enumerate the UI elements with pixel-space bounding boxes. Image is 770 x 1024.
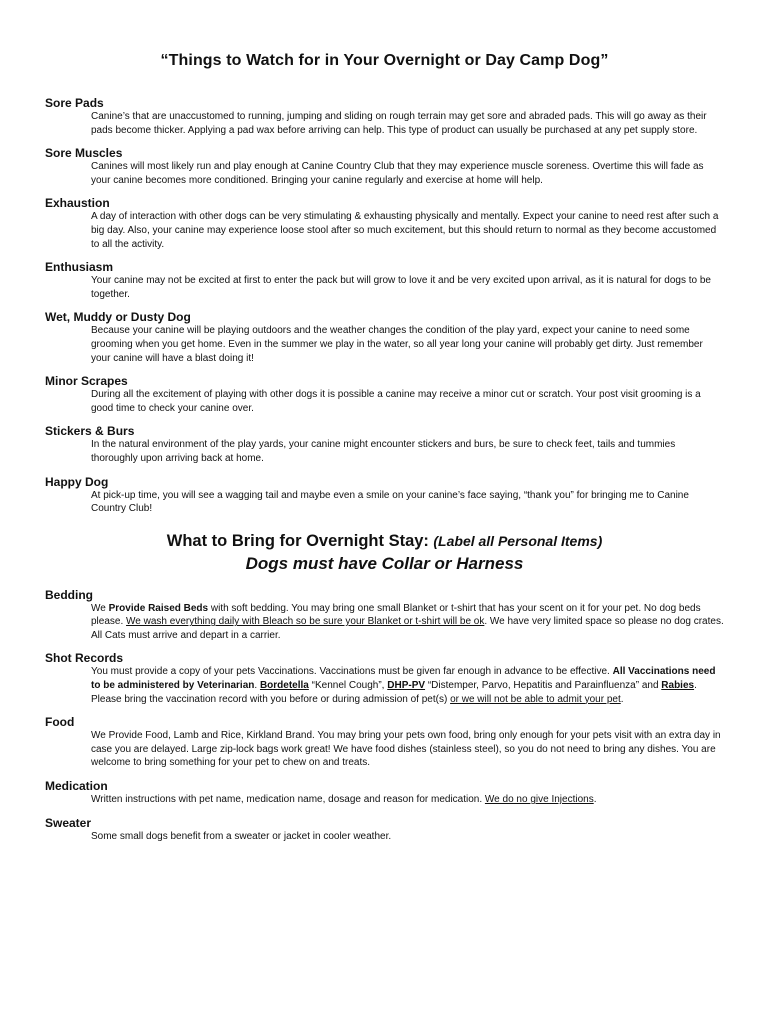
- page-title: “Things to Watch for in Your Overnight or Day Camp Dog”: [160, 52, 609, 69]
- bring-section-title: [45, 531, 724, 552]
- bring-title: What to Bring for Overnight Stay:: [166, 531, 429, 550]
- section-body: Canine’s that are unaccustomed to running, jumping and sliding on rough terrain may get sore and abraded pads. This will go away as their pads become thicker. Applying a pad wax before arriving can help. This type of product can usually be purchased at any pet supply store.: [91, 111, 707, 136]
- vaccine-bordetella: Bordetella: [259, 680, 309, 692]
- section-sore-pads: [45, 96, 724, 137]
- section-body: Your canine may not be excited at first to enter the pack but will grow to love it and be very excited upon arrival, as it is natural for dogs to be together.: [91, 275, 711, 300]
- section-body: At pick-up time, you will see a wagging tail and maybe even a smile on your canine’s face saying, “thank you” for bringing me to Canine Country Club!: [91, 489, 689, 515]
- body-underlined-text: or we will not be able to admit your pet: [450, 693, 621, 705]
- body-text: “Distemper, Parvo, Hepatitis and Parainfluenza” and: [425, 680, 662, 692]
- body-text: . We have very limited space so please no dog crates. All Cats must arrive and depart in a carrier.: [91, 616, 724, 641]
- section-heading: Shot Records: [45, 651, 124, 666]
- body-underlined-text: We do no give Injections: [484, 794, 594, 806]
- section-enthusiasm: [45, 260, 724, 301]
- body-text: “Kennel Cough”,: [308, 680, 388, 692]
- section-stickers-burs: [45, 424, 724, 465]
- bring-title-note: (Label all Personal Items): [433, 532, 603, 549]
- section-happy-dog: [45, 475, 724, 516]
- section-shot-records: [45, 651, 724, 706]
- section-body: Because your canine will be playing outdoors and the weather changes the condition of the play yard, expect your canine to need some grooming when you get home. Even in the summer we play in the water, so all year long your canine will probably get dirty. Just remember your canine will have a blast doing it!: [91, 325, 703, 364]
- section-heading: Enthusiasm: [45, 260, 114, 275]
- section-body: During all the excitement of playing with other dogs it is possible a canine may receive a minor cut or scratch. Your post visit grooming is a good time to check your canine over.: [91, 389, 701, 414]
- section-heading: Food: [45, 715, 75, 730]
- section-minor-scrapes: [45, 374, 724, 415]
- section-heading: Minor Scrapes: [45, 374, 128, 389]
- section-heading: Happy Dog: [45, 474, 109, 489]
- body-text: Written instructions with pet name, medication name, dosage and reason for medication.: [91, 794, 485, 806]
- section-heading: Sweater: [45, 815, 92, 830]
- section-heading: Sore Muscles: [45, 146, 123, 161]
- section-bedding: [45, 588, 724, 643]
- body-underlined-text: We wash everything daily with Bleach so be sure your Blanket or t-shirt will be ok: [126, 616, 485, 628]
- section-medication: [45, 779, 724, 807]
- section-body: Canines will most likely run and play enough at Canine Country Club that they may experience muscle soreness. Overtime this will fade as your canine becomes more conditioned. Bringing your canine regularly and exercise at home will help.: [91, 161, 704, 186]
- body-text: .: [593, 794, 597, 806]
- section-heading: Medication: [45, 779, 108, 794]
- body-bold-text: Provide Raised Beds: [108, 602, 209, 614]
- vaccine-dhppv: DHP-PV: [387, 680, 426, 692]
- section-body: We Provide Food, Lamb and Rice, Kirkland Brand. You may bring your pets own food, bring only enough for your pets visit with an extra day in case you are delayed. Large zip-lock bags work great! We have food dishes (stainless steel), so you do not need to bring any dishes. You are welcome to bring something for your pet to chew on and treats.: [91, 730, 721, 769]
- section-sweater: [45, 816, 724, 844]
- section-body: Some small dogs benefit from a sweater or jacket in cooler weather.: [91, 830, 392, 842]
- body-text: .: [254, 680, 260, 692]
- section-body: [91, 665, 724, 706]
- section-exhaustion: [45, 196, 724, 251]
- section-sore-muscles: [45, 146, 724, 187]
- section-heading: Exhaustion: [45, 196, 110, 211]
- section-heading: Bedding: [45, 587, 93, 602]
- section-food: [45, 715, 724, 770]
- body-text: You must provide a copy of your pets Vaccinations. Vaccinations must be given far enough in advance to be effective.: [91, 666, 613, 678]
- section-body: A day of interaction with other dogs can be very stimulating & exhausting physically and mentally. Expect your canine to need rest after such a big day. Also, your canine may experience loose stool after so much excitement, but this should return to normal as they become accustomed to all the activity.: [91, 211, 719, 250]
- section-heading: Stickers & Burs: [45, 424, 135, 439]
- section-heading: Wet, Muddy or Dusty Dog: [45, 310, 191, 325]
- bring-subtitle: Dogs must have Collar or Harness: [245, 553, 524, 573]
- section-body: [91, 602, 724, 643]
- body-text: We: [91, 602, 109, 614]
- section-body: In the natural environment of the play yards, your canine might encounter stickers and burs, be sure to check feet, tails and tummies thoroughly upon arriving back at home.: [91, 439, 676, 464]
- body-bold-text: All Vaccinations need to be administered by Veterinarian: [91, 666, 716, 692]
- body-text: with soft bedding. You may bring one small Blanket or t-shirt that has your scent on it for your pet. No dog beds please.: [91, 602, 701, 628]
- section-body: [91, 793, 724, 807]
- section-wet-muddy-dog: [45, 310, 724, 365]
- body-text: .: [620, 693, 624, 705]
- body-text: . Please bring the vaccination record with you before or during admission of pet(s): [91, 680, 697, 705]
- section-heading: Sore Pads: [45, 96, 104, 110]
- vaccine-rabies: Rabies: [661, 680, 695, 692]
